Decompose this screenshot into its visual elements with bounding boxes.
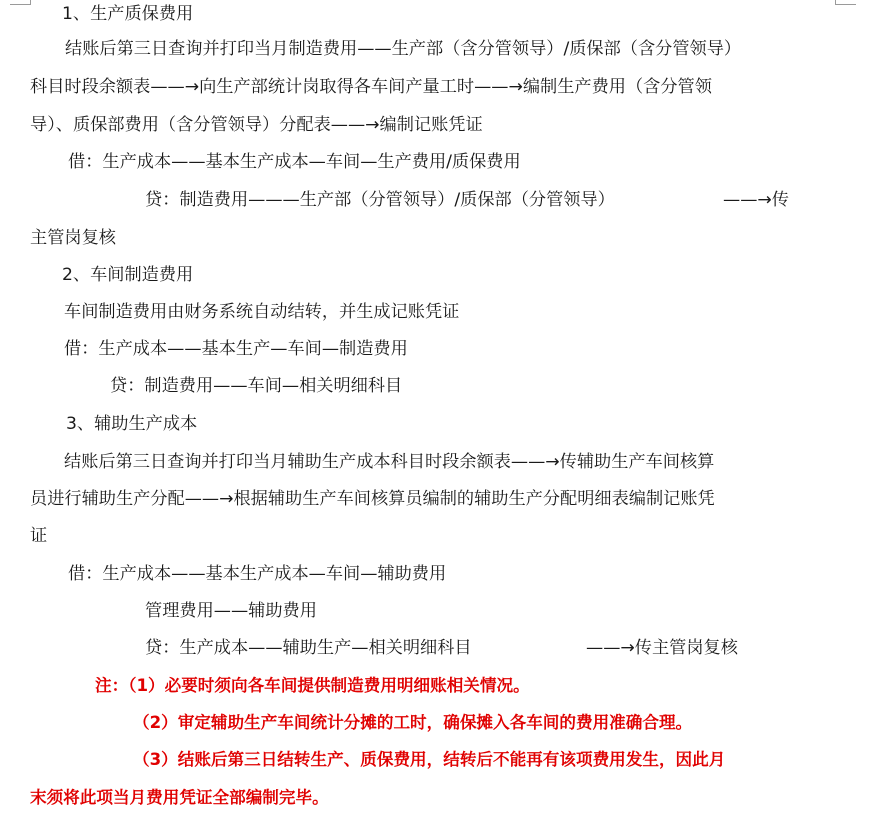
margin-marker-top-left (10, 0, 31, 5)
note-line: 注：（1）必要时须向各车间提供制造费用明细账相关情况。 (95, 676, 530, 695)
text-line: 贷：生产成本——辅助生产—相关明细科目 (145, 638, 472, 658)
text-line: 结账后第三日查询并打印当月制造费用——生产部（含分管领导）/质保部（含分管领导） (65, 39, 742, 59)
text-line: 导）、质保部费用（含分管领导）分配表——→编制记账凭证 (30, 115, 483, 135)
text-line: 借：生产成本——基本生产—车间—制造费用 (64, 339, 408, 359)
text-line: 证 (30, 526, 48, 546)
text-line: 管理费用——辅助费用 (145, 601, 317, 621)
text-line: 借：生产成本——基本生产成本—车间—辅助费用 (68, 564, 447, 584)
text-line: 1、生产质保费用 (62, 4, 194, 24)
note-line: （2）审定辅助生产车间统计分摊的工时，确保摊入各车间的费用准确合理。 (133, 713, 693, 732)
text-line: 借：生产成本——基本生产成本—车间—生产费用/质保费用 (68, 152, 521, 172)
text-line: 主管岗复核 (30, 228, 116, 248)
text-line: 3、辅助生产成本 (66, 414, 198, 434)
note-line: 末须将此项当月费用凭证全部编制完毕。 (30, 788, 329, 807)
text-line: 员进行辅助生产分配——→根据辅助生产车间核算员编制的辅助生产分配明细表编制记账凭 (30, 489, 715, 509)
text-line: 贷：制造费用——车间—相关明细科目 (110, 376, 403, 396)
text-line: 科目时段余额表——→向生产部统计岗取得各车间产量工时——→编制生产费用（含分管领 (30, 77, 712, 97)
note-line: （3）结账后第三日结转生产、质保费用，结转后不能再有该项费用发生，因此月 (133, 750, 726, 769)
text-line: 结账后第三日查询并打印当月辅助生产成本科目时段余额表——→传辅助生产车间核算 (64, 452, 715, 472)
text-line: ——→传主管岗复核 (586, 638, 738, 658)
text-line: ——→传 (723, 190, 789, 210)
text-line: 贷：制造费用———生产部（分管领导）/质保部（分管领导） (145, 190, 615, 210)
margin-marker-top-right (835, 0, 856, 5)
text-line: 2、车间制造费用 (62, 265, 194, 285)
text-line: 车间制造费用由财务系统自动结转，并生成记账凭证 (64, 302, 460, 322)
